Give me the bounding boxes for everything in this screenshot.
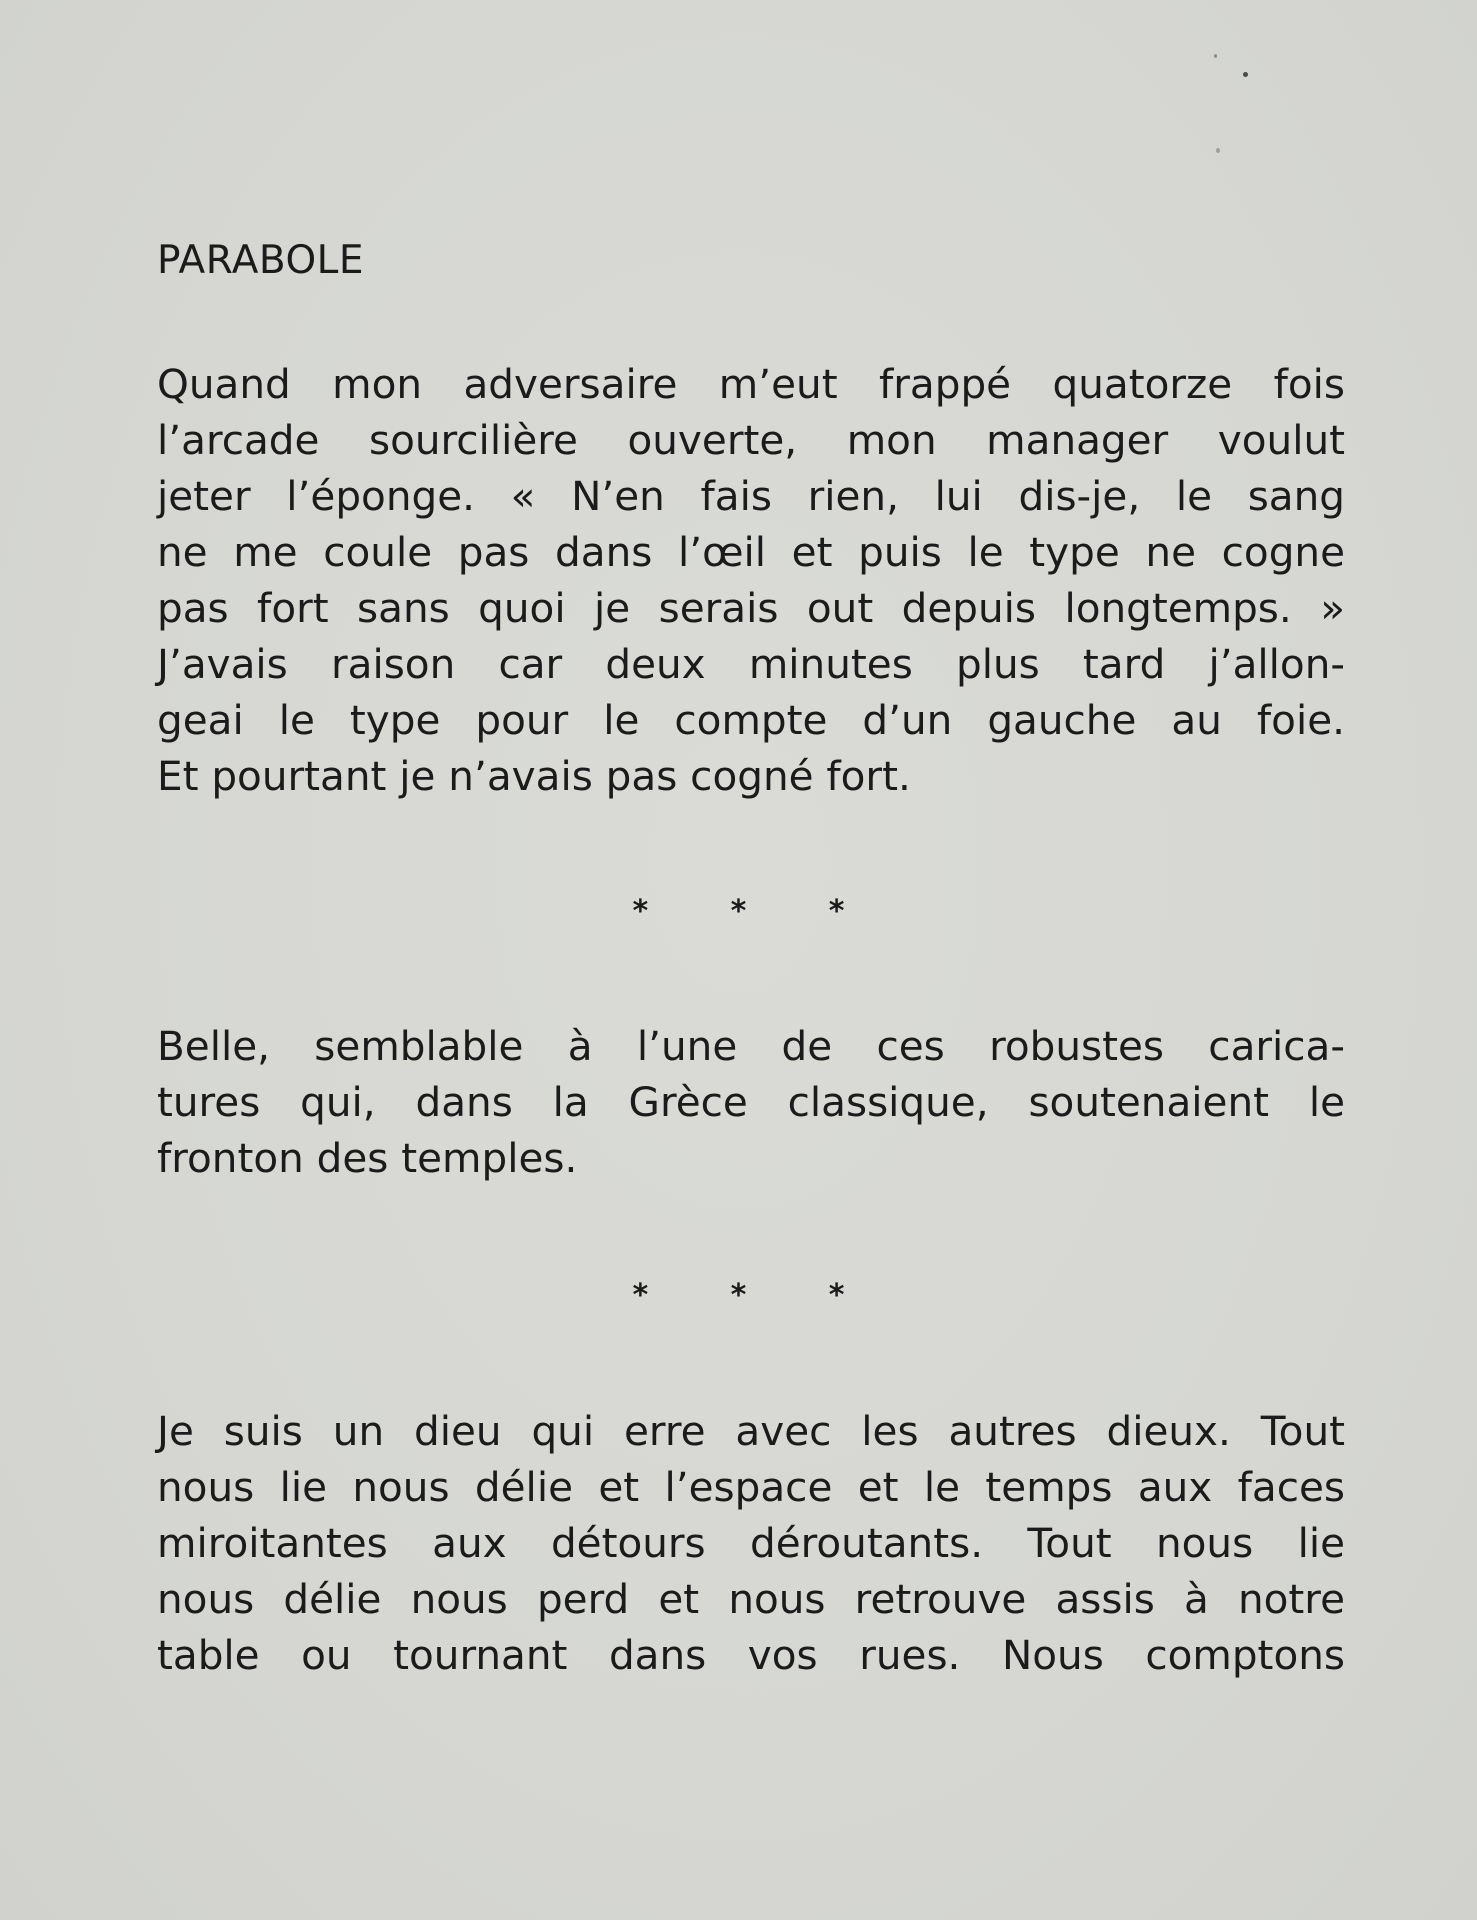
section-separator: * * *: [632, 1278, 881, 1313]
section-separator: * * *: [632, 894, 881, 929]
paragraph-belle: [157, 1018, 1345, 1186]
text-line: Quand mon adversaire m’eut frappé quatorze fois: [157, 360, 1345, 408]
text-line: pas fort sans quoi je serais out depuis longtemps. »: [157, 584, 1345, 632]
text-line: Et pourtant je n’avais pas cogné fort.: [157, 752, 911, 800]
text-line: Belle, semblable à l’une de ces robustes carica-: [157, 1022, 1345, 1070]
text-line: nous délie nous perd et nous retrouve assis à notre: [157, 1575, 1345, 1623]
paper-speck: [1216, 148, 1220, 153]
text-line: l’arcade sourcilière ouverte, mon manager voulut: [157, 416, 1345, 464]
text-line: ne me coule pas dans l’œil et puis le type ne cogne: [157, 528, 1345, 576]
text-line: jeter l’éponge. « N’en fais rien, lui dis-je, le sang: [157, 472, 1345, 520]
text-line: fronton des temples.: [157, 1134, 578, 1182]
page-title: PARABOLE: [157, 238, 365, 283]
text-line: J’avais raison car deux minutes plus tard j’allon-: [157, 640, 1345, 688]
text-line: miroitantes aux détours déroutants. Tout nous lie: [157, 1519, 1345, 1567]
text-line: geai le type pour le compte d’un gauche au foie.: [157, 696, 1345, 744]
text-line: tures qui, dans la Grèce classique, soutenaient le: [157, 1078, 1345, 1126]
paper-speck: [1243, 72, 1248, 77]
text-line: Je suis un dieu qui erre avec les autres dieux. Tout: [157, 1407, 1345, 1455]
text-line: table ou tournant dans vos rues. Nous comptons: [157, 1631, 1345, 1679]
paragraph-parabole: [157, 356, 1345, 804]
paragraph-dieu: [157, 1403, 1345, 1683]
paper-speck: [1214, 54, 1217, 58]
text-line: nous lie nous délie et l’espace et le temps aux faces: [157, 1463, 1345, 1511]
